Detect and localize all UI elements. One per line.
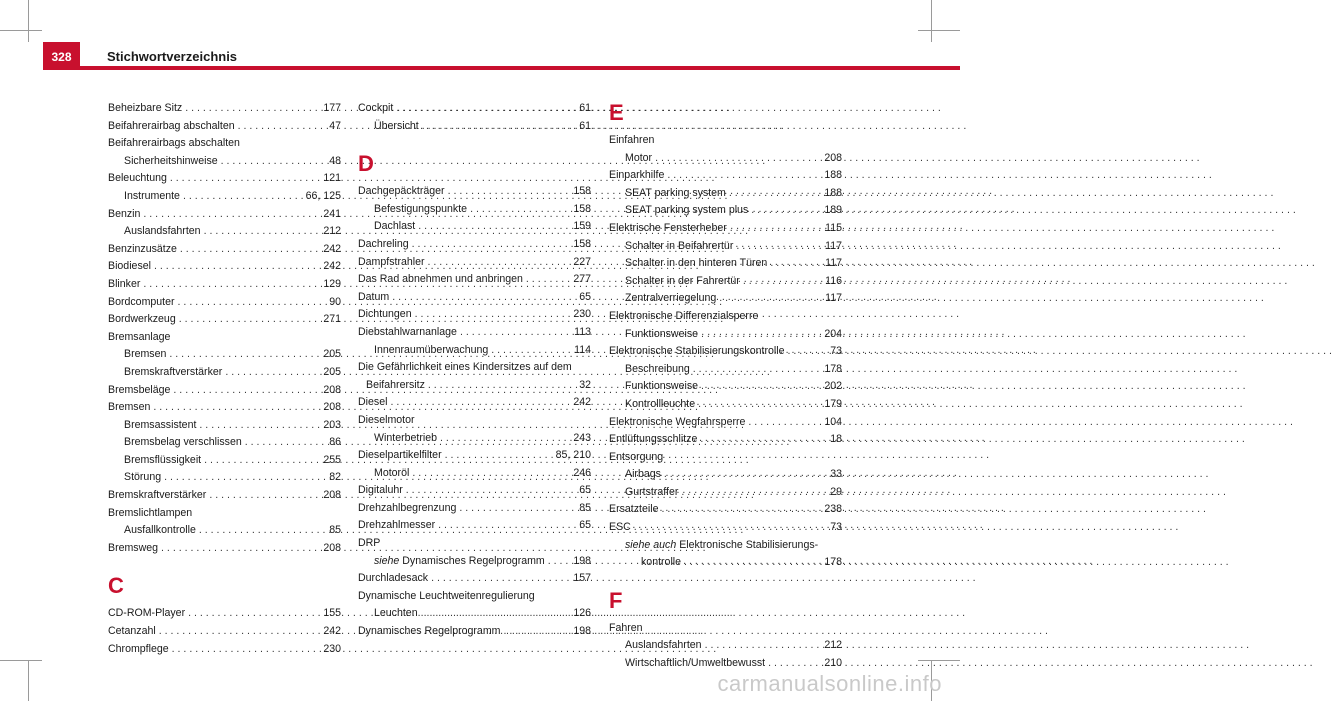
crop-mark [28, 0, 29, 42]
crop-mark [931, 0, 932, 42]
index-entry[interactable]: Benzin . . . 241 [108, 206, 341, 224]
index-subentry[interactable]: Dachlast . . . 159 [358, 218, 591, 236]
index-subentry[interactable]: Schalter in der Fahrertür . . . 116 [609, 273, 842, 291]
index-subentry[interactable]: Gurtstraffer . . . 29 [609, 484, 842, 502]
index-subentry[interactable]: Winterbetrieb . . . 243 [358, 430, 591, 448]
index-subentry[interactable]: Leuchten . . . 126 [358, 605, 591, 623]
index-entry[interactable]: Chrompflege . . . 230 [108, 641, 341, 659]
index-heading: Beifahrerairbags abschalten [108, 137, 240, 150]
index-subentry[interactable]: Auslandsfahrten . . . 212 [609, 637, 842, 655]
index-subentry[interactable]: Übersicht . . . 61 [358, 118, 591, 136]
index-subentry[interactable]: Schalter in den hinteren Türen . . . 117 [609, 255, 842, 273]
index-heading: Bremsanlage [108, 330, 171, 343]
index-entry[interactable]: Durchladesack . . . 157 [358, 570, 591, 588]
index-entry[interactable]: Elektrische Fensterheber . . . 115 [609, 220, 842, 238]
index-cross-reference[interactable]: siehe Dynamisches Regelprogramm . . . 198 [358, 553, 591, 571]
section-letter-d: D [358, 151, 374, 177]
index-heading: Dynamische Leuchtweitenregulierung [358, 589, 535, 602]
index-heading: Bremslichtlampen [108, 506, 193, 519]
index-subentry[interactable]: Kontrollleuchte . . . 179 [609, 396, 842, 414]
index-entry[interactable]: Ersatzteile . . . 238 [609, 501, 842, 519]
index-subentry[interactable]: Bremsen . . . 205 [108, 346, 341, 364]
index-entry[interactable]: Dynamisches Regelprogramm . . . 198 [358, 623, 591, 641]
index-subentry[interactable]: Airbags . . . 33 [609, 466, 842, 484]
index-subentry[interactable]: Beschreibung . . . 178 [609, 361, 842, 379]
index-entry[interactable]: Bordcomputer . . . 90 [108, 294, 341, 312]
index-entry[interactable]: CD-ROM-Player . . . 155 [108, 605, 341, 623]
index-heading: Entsorgung [609, 450, 664, 463]
index-entry[interactable]: Biodiesel . . . 242 [108, 258, 341, 276]
index-column-2 [358, 100, 591, 641]
index-entry[interactable]: Cetanzahl . . . 242 [108, 623, 341, 641]
page-number: 328 [51, 50, 72, 64]
index-cross-reference-continuation[interactable]: kontrolle . . . 178 [609, 554, 842, 572]
index-entry[interactable]: Elektronische Stabilisierungskontrolle . . . 73 [609, 343, 842, 361]
index-heading: Fahren [609, 621, 643, 634]
index-subentry[interactable]: Störung . . . 82 [108, 469, 341, 487]
index-entry[interactable]: Dachgepäckträger . . . 158 [358, 183, 591, 201]
index-heading: Elektronische Differenzialsperre [609, 309, 759, 322]
index-entry[interactable]: Blinker . . . 129 [108, 276, 341, 294]
index-entry[interactable]: Das Rad abnehmen und anbringen . . . 277 [358, 271, 591, 289]
index-subentry[interactable]: Bremskraftverstärker . . . 205 [108, 364, 341, 382]
index-entry[interactable]: Drehzahlbegrenzung . . . 85 [358, 500, 591, 518]
crop-mark [28, 661, 29, 701]
index-entry[interactable]: Cockpit . . . 61 [358, 100, 591, 118]
index-heading: DRP [358, 537, 381, 550]
index-subentry[interactable]: Bremsassistent . . . 203 [108, 417, 341, 435]
index-subentry[interactable]: Befestigungspunkte . . . 158 [358, 201, 591, 219]
index-subentry[interactable]: Schalter in Beifahrertür . . . 117 [609, 238, 842, 256]
index-entry[interactable]: Bremsen . . . 208 [108, 399, 341, 417]
index-entry[interactable]: Entlüftungsschlitze . . . 18 [609, 431, 842, 449]
index-entry[interactable]: Dachreling . . . 158 [358, 236, 591, 254]
index-entry[interactable]: Beleuchtung . . . 121 [108, 170, 341, 188]
section-letter-f: F [609, 587, 623, 613]
index-entry-continuation[interactable]: Beifahrersitz . . . 32 [358, 377, 591, 395]
index-entry[interactable]: Drehzahlmesser . . . 65 [358, 517, 591, 535]
index-subentry[interactable]: Ausfallkontrolle . . . 85 [108, 522, 341, 540]
index-column-3 [609, 100, 842, 673]
index-heading: Einfahren [609, 134, 655, 146]
index-subentry[interactable]: Innenraumüberwachung . . . 114 [358, 342, 591, 360]
section-letter-e: E [609, 100, 624, 125]
crop-mark [918, 30, 960, 31]
index-heading: Dieselmotor [358, 413, 415, 426]
index-subentry[interactable]: Instrumente . . . 66, 125 [108, 188, 341, 206]
index-heading: Die Gefährlichkeit eines Kindersitzes auf dem [358, 361, 572, 374]
index-subentry[interactable]: Funktionsweise . . . 204 [609, 326, 842, 344]
index-entry[interactable]: Datum . . . 65 [358, 289, 591, 307]
index-subentry[interactable]: SEAT parking system . . . 188 [609, 185, 842, 203]
index-entry[interactable]: Bordwerkzeug . . . 271 [108, 311, 341, 329]
index-entry[interactable]: Beifahrerairbag abschalten . . . 47 [108, 118, 341, 136]
see-also-label: siehe auch [625, 538, 677, 551]
index-entry[interactable]: Dampfstrahler . . . 227 [358, 254, 591, 272]
index-entry[interactable]: Elektronische Wegfahrsperre . . . 104 [609, 414, 842, 432]
index-entry[interactable]: Bremskraftverstärker . . . 208 [108, 487, 341, 505]
index-subentry[interactable]: Sicherheitshinweise . . . 48 [108, 153, 341, 171]
index-cross-reference[interactable]: siehe auch Elektronische Stabilisierungs- [625, 538, 819, 551]
index-entry[interactable]: Bremsbeläge . . . 208 [108, 382, 341, 400]
crop-mark [0, 660, 42, 661]
watermark: carmanualsonline.info [717, 671, 942, 696]
header-rule [80, 66, 960, 70]
index-subentry[interactable]: Funktionsweise . . . 202 [609, 378, 842, 396]
index-subentry[interactable]: Motoröl . . . 246 [358, 465, 591, 483]
page-title: Stichwortverzeichnis [107, 49, 238, 64]
index-entry[interactable]: Bremsweg . . . 208 [108, 540, 341, 558]
index-entry[interactable]: Einparkhilfe . . . 188 [609, 167, 842, 185]
index-subentry[interactable]: Bremsbelag verschlissen . . . 86 [108, 434, 341, 452]
index-subentry[interactable]: Motor . . . 208 [609, 150, 842, 168]
index-subentry[interactable]: Bremsflüssigkeit . . . 255 [108, 452, 341, 470]
index-subentry[interactable]: Auslandsfahrten . . . 212 [108, 223, 341, 241]
index-entry[interactable]: ESC . . . 73 [609, 519, 842, 537]
section-letter-c: C [108, 573, 124, 599]
see-reference-label: siehe [374, 554, 400, 567]
crop-mark [0, 30, 42, 31]
index-entry[interactable]: Benzinzusätze . . . 242 [108, 241, 341, 259]
index-subentry[interactable]: SEAT parking system plus . . . 189 [609, 202, 842, 220]
index-entry[interactable]: Dichtungen . . . 230 [358, 306, 591, 324]
index-entry[interactable]: Dieselpartikelfilter . . . 85, 210 [358, 447, 591, 465]
index-entry[interactable]: Beheizbare Sitz . . . 177 [108, 100, 341, 118]
index-entry[interactable]: Digitaluhr . . . 65 [358, 482, 591, 500]
index-entry[interactable]: Diebstahlwarnanlage . . . 113 [358, 324, 591, 342]
index-column-1 [108, 100, 341, 658]
index-entry[interactable]: Diesel . . . 242 [358, 394, 591, 412]
index-subentry[interactable]: Wirtschaftlich/Umweltbewusst . . . 210 [609, 655, 842, 673]
index-subentry[interactable]: Zentralverriegelung . . . 117 [609, 290, 842, 308]
